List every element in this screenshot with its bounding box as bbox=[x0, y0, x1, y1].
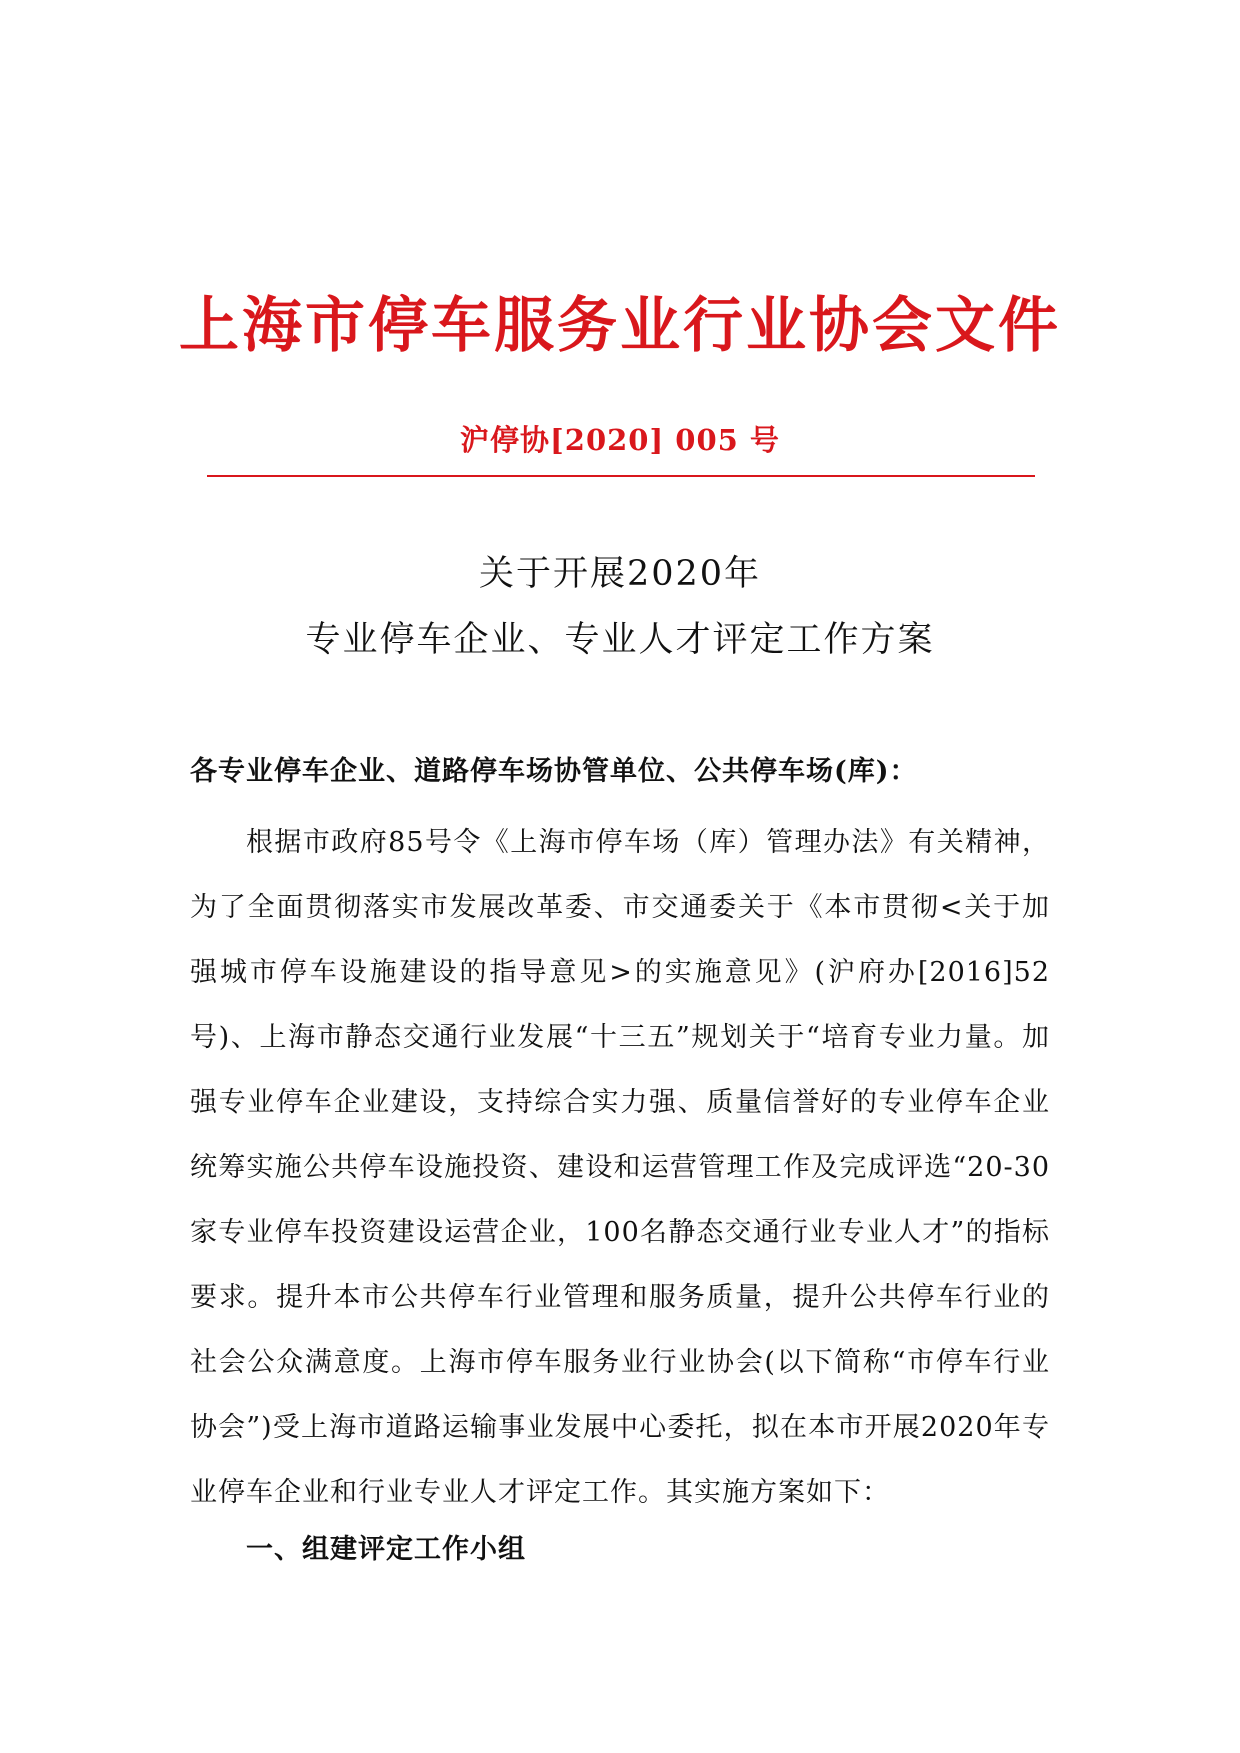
salutation: 各专业停车企业、道路停车场协管单位、公共停车场(库)： bbox=[190, 756, 918, 787]
section-heading-1: 一、组建评定工作小组 bbox=[246, 1534, 526, 1565]
document-title-line-2: 专业停车企业、专业人才评定工作方案 bbox=[305, 620, 935, 660]
document-number: 沪停协[2020] 005 号 bbox=[460, 423, 780, 457]
document-title-line-1: 关于开展2020年 bbox=[478, 554, 762, 594]
body-paragraph: 根据市政府85号令《上海市停车场（库）管理办法》有关精神，为了全面贯彻落实市发展改革委、市交通委关于《本市贯彻<关于加强城市停车设施建设的指导意见>的实施意见》(沪府办[2016]52号)、上海市静态交通行业发展“十三五”规划关于“培育专业力量。加强专业停车企业建设，支持综合实力强、质量信誉好的专业停车企业统筹实施公共停车设施投资、建设和运营管理工作及完成评选“20-30家专业停车投资建设运营企业，100名静态交通行业专业人才”的指标要求。提升本市公共停车行业管理和服务质量，提升公共停车行业的社会公众满意度。上海市停车服务业行业协会(以下简称“市停车行业协会”)受上海市道路运输事业发展中心委托，拟在本市开展2020年专业停车企业和行业专业人才评定工作。其实施方案如下： bbox=[190, 827, 1050, 1508]
header-divider bbox=[207, 475, 1035, 477]
org-header-title: 上海市停车服务业行业协会文件 bbox=[179, 291, 1061, 361]
